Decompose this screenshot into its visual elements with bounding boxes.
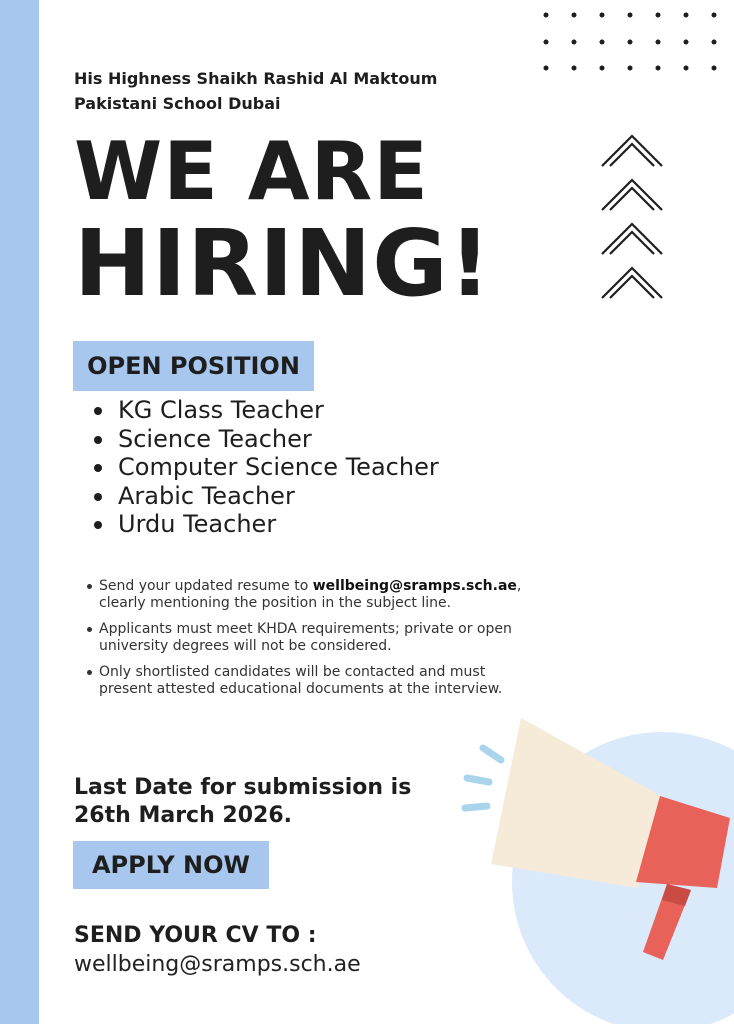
dot-grid-decoration bbox=[543, 12, 718, 72]
megaphone-icon bbox=[455, 706, 734, 966]
send-cv-label: SEND YOUR CV TO : bbox=[74, 923, 317, 948]
note-text: , clearly mentioning the position in the subject line. bbox=[99, 578, 522, 611]
note-item: Applicants must meet KHDA requirements; private or open university degrees will not be considered. bbox=[86, 621, 531, 655]
submission-deadline bbox=[74, 774, 411, 830]
note-text: Send your updated resume to bbox=[99, 578, 313, 594]
list-item: Arabic Teacher bbox=[94, 482, 439, 511]
headline-line-2: HIRING! bbox=[74, 210, 492, 317]
school-name-line-2: Pakistani School Dubai bbox=[74, 94, 281, 113]
deadline-line-2: 26th March 2026. bbox=[74, 803, 292, 828]
note-item bbox=[86, 578, 531, 612]
application-notes bbox=[86, 578, 531, 707]
note-item: Only shortlisted candidates will be contacted and must present attested educational documents at the interview. bbox=[86, 664, 531, 698]
list-item: Computer Science Teacher bbox=[94, 453, 439, 482]
contact-email-inline[interactable]: wellbeing@sramps.sch.ae bbox=[312, 578, 517, 594]
apply-now-button[interactable]: APPLY NOW bbox=[73, 841, 269, 889]
headline-line-1: WE ARE bbox=[74, 125, 429, 218]
headline bbox=[74, 125, 492, 317]
list-item: Urdu Teacher bbox=[94, 510, 439, 539]
school-name-line-1: His Highness Shaikh Rashid Al Maktoum bbox=[74, 69, 438, 88]
chevron-up-icon bbox=[600, 132, 664, 302]
open-position-label: OPEN POSITION bbox=[73, 341, 314, 391]
list-item: KG Class Teacher bbox=[94, 396, 439, 425]
school-name bbox=[74, 66, 437, 116]
contact-email[interactable]: wellbeing@sramps.sch.ae bbox=[74, 952, 361, 977]
list-item: Science Teacher bbox=[94, 425, 439, 454]
deadline-line-1: Last Date for submission is bbox=[74, 775, 412, 800]
positions-list bbox=[94, 396, 439, 539]
side-stripe bbox=[0, 0, 39, 1024]
